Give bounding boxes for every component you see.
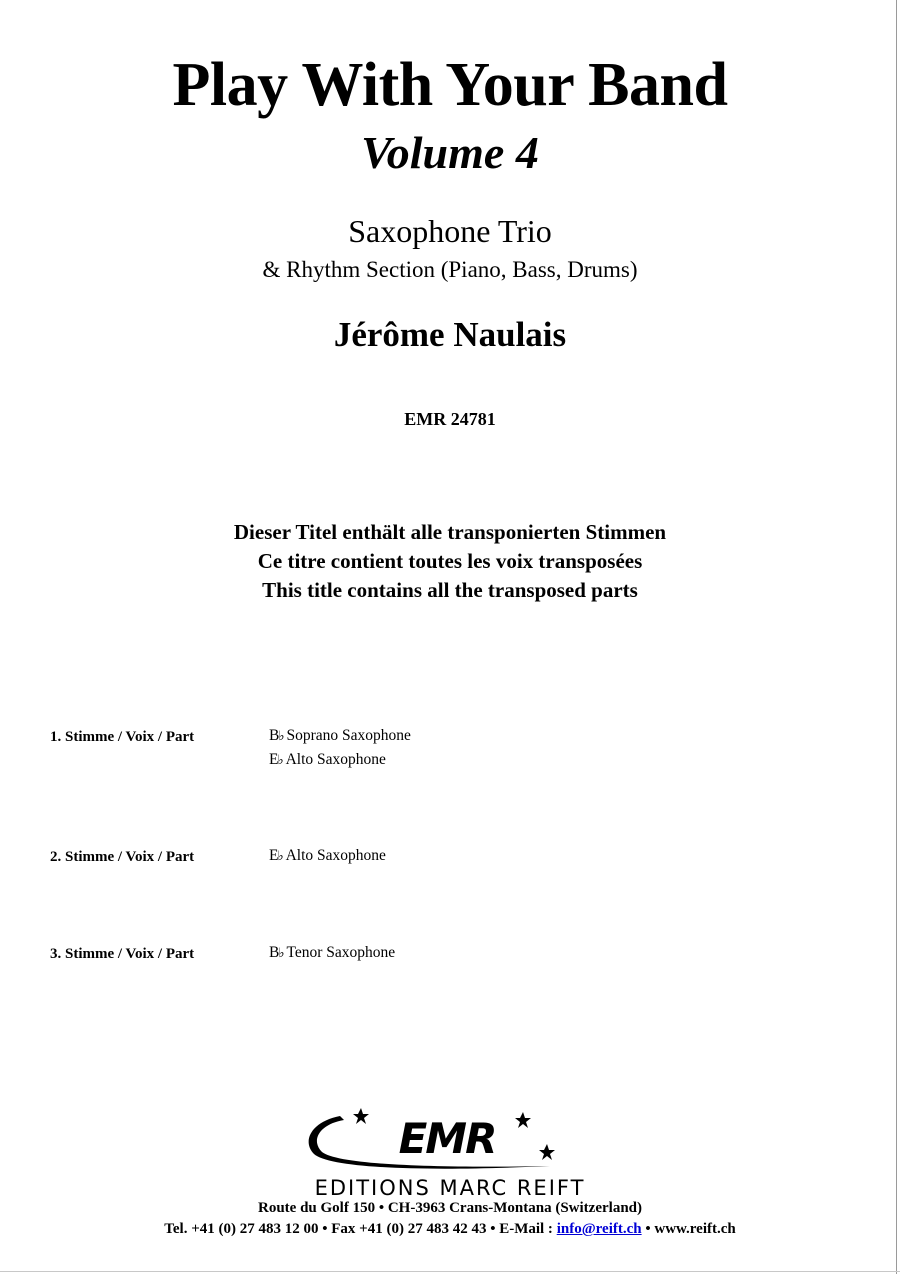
- instrument-line: [269, 748, 411, 772]
- volume-title: Volume 4: [361, 127, 539, 178]
- catalog-number: EMR 24781: [404, 409, 496, 429]
- notice-english: This title contains all the transposed parts: [262, 578, 638, 602]
- instrument-name: Tenor Saxophone: [286, 944, 396, 961]
- flat-sign: ♭: [277, 848, 284, 863]
- instrument-name: Alto Saxophone: [285, 751, 386, 768]
- part-3-label: 3. Stimme / Voix / Part: [50, 946, 195, 962]
- page-title: Play With Your Band: [172, 51, 728, 119]
- notice-french: Ce titre contient toutes les voix transposées: [257, 549, 643, 573]
- flat-sign: ♭: [278, 945, 285, 960]
- page-edge-bottom: [0, 1271, 900, 1272]
- instrument-line: [269, 844, 386, 868]
- flat-sign: ♭: [277, 752, 284, 767]
- instrument-key: E: [269, 751, 279, 768]
- contact-phone-fax: Tel. +41 (0) 27 483 12 00 • Fax +41 (0) 27 483 42 43 • E-Mail :: [164, 1221, 557, 1237]
- publisher-address: Route du Golf 150 • CH-3963 Crans-Montana (Switzerland): [258, 1200, 642, 1216]
- notice-german: Dieser Titel enthält alle transponierten Stimmen: [233, 520, 667, 544]
- part-1-label: 1. Stimme / Voix / Part: [50, 729, 195, 745]
- composer-name: Jérôme Naulais: [333, 315, 567, 354]
- rhythm-section-line: & Rhythm Section (Piano, Bass, Drums): [262, 257, 638, 282]
- ensemble-subtitle: Saxophone Trio: [348, 213, 552, 249]
- page-edge-right: [896, 0, 897, 1274]
- instrument-key: B: [269, 727, 280, 744]
- flat-sign: ♭: [278, 728, 285, 743]
- part-1-instruments: [269, 724, 411, 772]
- contact-website[interactable]: • www.reift.ch: [641, 1221, 736, 1237]
- instrument-line: [269, 724, 411, 748]
- instrument-name: Soprano Saxophone: [286, 727, 411, 744]
- publisher-name: EDITIONS MARC REIFT: [314, 1176, 586, 1200]
- instrument-key: E: [269, 847, 279, 864]
- part-3-instruments: [269, 941, 395, 965]
- logo-wordmark: EMR: [398, 1114, 496, 1163]
- emr-logo: [300, 1108, 570, 1178]
- part-2-label: 2. Stimme / Voix / Part: [50, 849, 195, 865]
- instrument-key: B: [269, 944, 280, 961]
- publisher-contact: [0, 1219, 900, 1239]
- instrument-name: Alto Saxophone: [285, 847, 386, 864]
- part-2-instruments: [269, 844, 386, 868]
- email-link[interactable]: info@reift.ch: [556, 1221, 642, 1237]
- instrument-line: [269, 941, 395, 965]
